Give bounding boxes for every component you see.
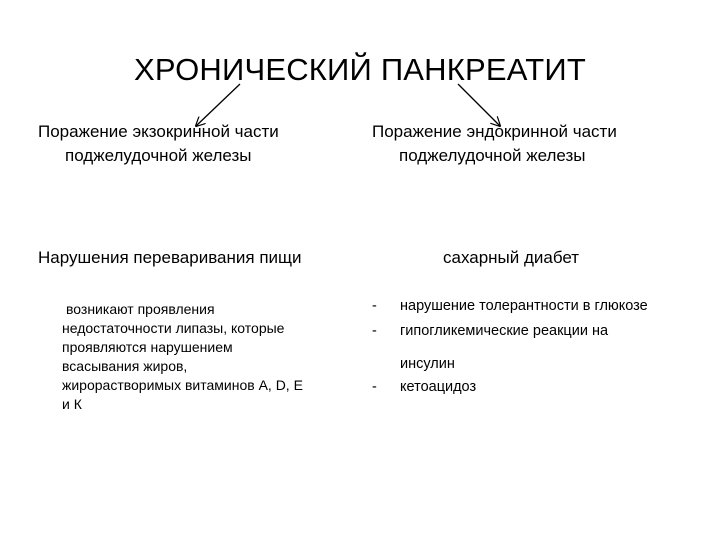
- list-item-text: гипогликемические реакции на: [400, 323, 609, 339]
- diabetes-label: сахарный диабет: [443, 248, 580, 267]
- endocrine-heading-line-1: Поражение эндокринной части: [372, 122, 617, 141]
- description-line: проявляются нарушением: [62, 339, 233, 355]
- description-line: недостаточности липазы, которые: [62, 320, 285, 336]
- digestion-disorder-label: Нарушения переваривания пищи: [38, 248, 302, 267]
- exocrine-heading: [38, 120, 338, 168]
- list-marker: -: [372, 323, 377, 339]
- list-item-text: нарушение толерантности в глюкозе: [400, 298, 648, 314]
- list-marker: -: [372, 379, 377, 395]
- description-line: возникают проявления: [66, 301, 215, 317]
- diagram-title: ХРОНИЧЕСКИЙ ПАНКРЕАТИТ: [134, 52, 586, 87]
- list-item-text: инсулин: [400, 356, 455, 372]
- exocrine-heading-line-2: поджелудочной железы: [65, 146, 252, 165]
- description-line: всасывания жиров,: [62, 358, 188, 374]
- list-marker: -: [372, 298, 377, 314]
- description-line: и К: [62, 396, 82, 412]
- endocrine-heading-line-2: поджелудочной железы: [399, 146, 586, 165]
- lipase-description: [62, 300, 347, 414]
- description-line: жирорастворимых витаминов А, D, Е: [62, 377, 303, 393]
- list-item-text: кетоацидоз: [400, 379, 477, 395]
- endocrine-heading: [372, 120, 692, 168]
- exocrine-heading-line-1: Поражение экзокринной части: [38, 122, 279, 141]
